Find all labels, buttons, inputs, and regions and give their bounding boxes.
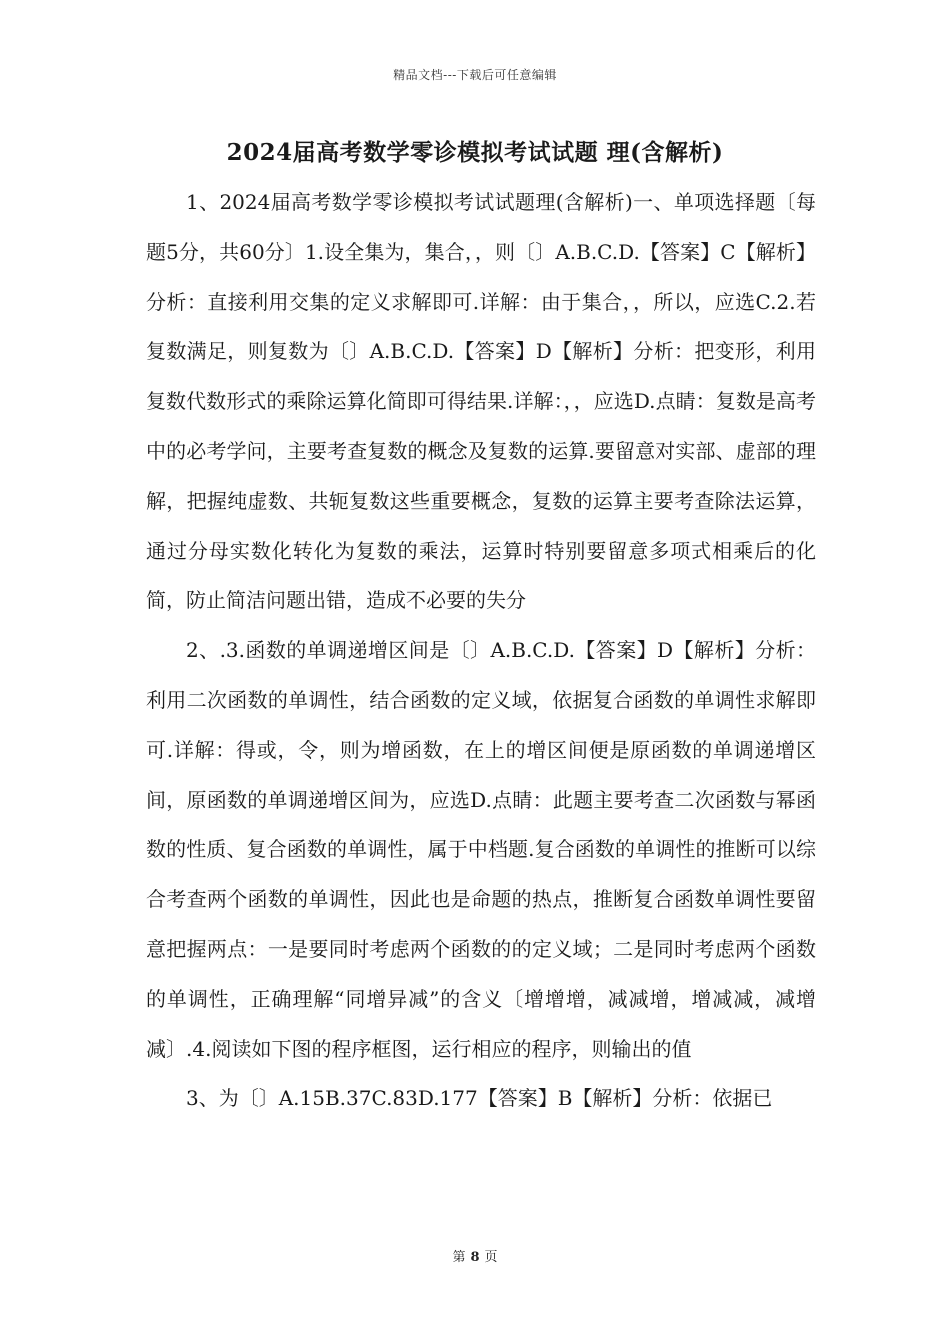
paragraph-2: 2、.3.函数的单调递增区间是〔〕A.B.C.D.【答案】D【解析】分析：利用二次函数的单调性，结合函数的定义域，依据复合函数的单调性求解即可.详解：得或，令，则为增函数，在上的增区间便是原函数的单调递增区间，原函数的单调递增区间为，应选D.点睛：此题主要考查二次函数与幂函数的性质、复合函数的单调性，属于中档题.复合函数的单调性的推断可以综合考查两个函数的单调性，因此也是命题的热点，推断复合函数单调性要留意把握两点：一是要同时考虑两个函数的的定义域；二是同时考虑两个函数的单调性，正确理解“同增异减”的含义〔增增增，减减增，增减减，减增减〕.4.阅读如下图的程序框图，运行相应的程序，则输出的值 bbox=[146, 638, 816, 1061]
page-number-prefix: 第 bbox=[452, 1250, 466, 1265]
paragraph-1: 1、2024届高考数学零诊模拟考试试题理(含解析)一、单项选择题〔每题5分，共60分〕1.设全集为，集合，，则〔〕A.B.C.D.【答案】C【解析】分析：直接利用交集的定义求解即可.详解：由于集合，，所以，应选C.2.若复数满足，则复数为〔〕A.B.C.D.【答案】D【解析】分析：把变形，利用复数代数形式的乘除运算化简即可得结果.详解：，，应选D.点睛：复数是高考中的必考学问，主要考查复数的概念及复数的运算.要留意对实部、虚部的理解，把握纯虚数、共轭复数这些重要概念，复数的运算主要考查除法运算，通过分母实数化转化为复数的乘法，运算时特别要留意多项式相乘后的化简，防止简洁问题出错，造成不必要的失分 bbox=[146, 190, 816, 613]
page-number: 8 bbox=[470, 1250, 480, 1265]
document-body bbox=[146, 178, 816, 1124]
page-footer bbox=[0, 1246, 950, 1265]
page-number-suffix: 页 bbox=[484, 1250, 498, 1265]
paragraph-3: 3、为〔〕A.15B.37C.83D.177【答案】B【解析】分析：依据已 bbox=[186, 1086, 773, 1111]
document-title: 2024届高考数学零诊模拟考试试题 理(含解析) bbox=[226, 139, 724, 166]
page-header: 精品文档---下载后可任意编辑 bbox=[393, 68, 557, 82]
